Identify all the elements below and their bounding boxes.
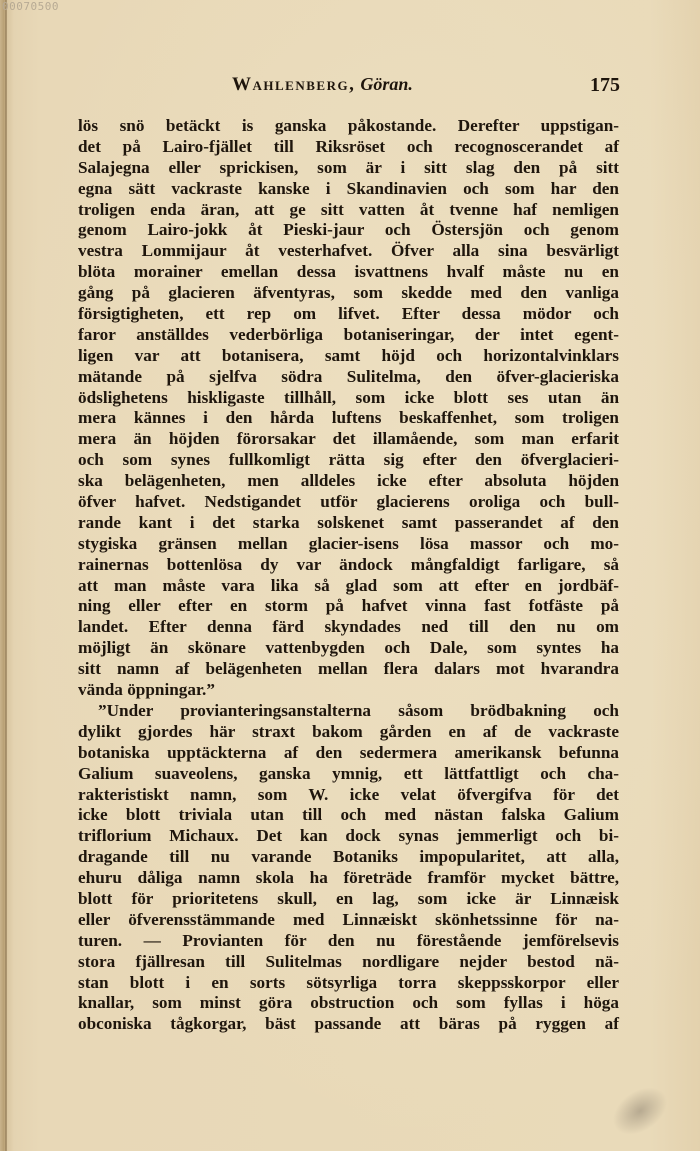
text-line: försigtigheten, ett rep om lifvet. Efter dessa mödor och [78,304,619,324]
running-head-given-name: Göran. [360,74,413,94]
text-line: icke blott triviala utan till och med nästan falska Galium [78,805,619,825]
text-line: ning eller efter en storm på hafvet vinna fast fotfäste på [78,596,619,616]
text-line: turen. — Provianten för den nu förestående jemförelsevis [78,930,619,950]
paragraph-1 [78,116,619,701]
text-line: blott för prioritetens skull, en lag, som icke är Linnæisk [78,888,619,908]
text-line: gång på glacieren äfventyras, som skedde med den vanliga [78,283,619,303]
text-line: mera än höjden förorsakar det illamående, som man erfarit [78,429,619,449]
text-line: rakteristiskt namn, som W. icke velat öfvergifva för det [78,784,619,804]
text-line: egna sätt vackraste kanske i Skandinavien och som har den [78,178,619,198]
page-gutter [5,0,7,1151]
paragraph-2 [78,701,619,1035]
text-line: ehuru dåliga namn skola ha företräde framför mycket bättre, [78,868,619,888]
text-line: möjligt än skönare vattenbygden och Dale, som syntes ha [78,638,619,658]
text-line: stan blott i en sorts sötsyrliga torra skeppsskorpor eller [78,972,619,992]
text-line: stygiska gränsen mellan glacier-isens lösa massor och mo- [78,533,619,553]
text-line: landet. Efter denna färd skyndades ned till den nu om [78,617,619,637]
text-line: öfver hafvet. Nedstigandet utför glacierens oroliga och bull- [78,492,619,512]
text-line: vestra Lommijaur åt vesterhafvet. Öfver alla sina besvärligt [78,241,619,261]
text-line: ”Under provianteringsanstalterna såsom brödbakning och [98,700,619,720]
text-line: triflorium Michaux. Det kan dock synas jemmerligt och bi- [78,826,619,846]
text-line: eller öfverensstämmande med Linnæiskt skönhetssinne för na- [78,909,619,929]
text-line: lös snö betäckt is ganska påkostande. Derefter uppstigan- [78,116,619,135]
text-line: faror anställdes vederbörliga botaniseringar, der intet egent- [78,324,619,344]
page-number: 175 [590,74,620,96]
text-line: obconiska tågkorgar, bäst passande att bäras på ryggen af [78,1014,619,1034]
text-line: mera kännes i den hårda luftens beskaffenhet, som troligen [78,408,619,428]
text-line: ska belägenheten, men alldeles icke efter absoluta höjden [78,471,619,491]
text-line: genom Lairo-jokk åt Pieski-jaur och Östersjön och genom [78,220,619,240]
text-line: att man måste vara lika så glad som att efter en jordbäf- [78,575,619,595]
running-head [232,74,620,100]
text-line: sitt namn af belägenheten mellan flera dalars mot hvarandra [78,659,619,679]
text-line: rande kant i det starka solskenet samt passerandet af den [78,512,619,532]
text-line: dragande till nu varande Botaniks impopularitet, att alla, [78,847,619,867]
text-line: knallar, som minst göra obstruction och som fyllas i höga [78,993,619,1013]
library-stamp: 00070500 [2,0,59,13]
text-line: ligen var att botanisera, samt höjd och horizontalvinklars [78,345,619,365]
text-line: dylikt gjordes här straxt bakom gården en af de vackraste [78,721,619,741]
text-line: vända öppningar.” [78,680,215,700]
text-line: ödslighetens hiskligaste tillhåll, som icke blott ses utan än [78,387,619,407]
text-line: stora fjällresan till Sulitelmas nordligare nejder bestod nä- [78,951,619,971]
text-line: blöta morainer emellan dessa isvattnens hvalf måste nu en [78,262,619,282]
text-line: botaniska upptäckterna af den sedermera amerikansk befunna [78,742,619,762]
text-line: Salajegna eller sprickisen, som är i sitt slag den på sitt [78,157,619,177]
running-head-author: Wahlenberg, [232,74,356,95]
text-line: Galium suaveolens, ganska ymnig, ett lättfattligt och cha- [78,763,619,783]
text-line: rainernas bottenlösa dy var ändock mångfaldigt farligare, så [78,554,619,574]
text-line: mätande på sjelfva södra Sulitelma, den öfver-glacieriska [78,366,619,386]
text-line: och som synes fullkomligt rätta sig efter den öfverglacieri- [78,450,619,470]
text-line: troligen enda äran, att ge sitt vatten åt tvenne haf nemligen [78,199,619,219]
body-text [78,116,619,1035]
text-line: det på Lairo-fjället till Riksröset och recognoscerandet af [78,136,619,156]
ink-smudge [604,1077,676,1144]
